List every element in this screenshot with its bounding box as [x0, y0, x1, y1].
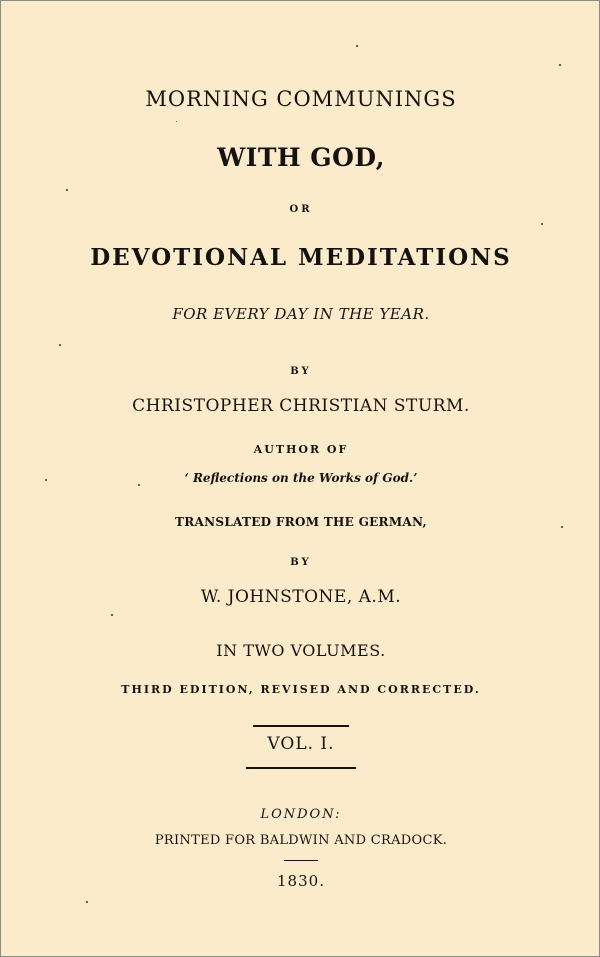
subtitle: FOR EVERY DAY IN THE YEAR. — [172, 305, 430, 323]
paper-speck — [45, 479, 47, 481]
paper-speck — [356, 45, 358, 47]
author-name: CHRISTOPHER CHRISTIAN STURM. — [132, 396, 470, 416]
imprint-year: 1830. — [277, 872, 325, 890]
by-label-translator: BY — [290, 557, 312, 568]
other-work-title: ‘ Reflections on the Works of God.’ — [184, 471, 418, 485]
paper-speck — [66, 189, 68, 191]
paper-speck — [138, 484, 140, 486]
paper-speck — [561, 526, 563, 528]
translation-note: TRANSLATED FROM THE GERMAN, — [174, 515, 428, 529]
imprint-city: LONDON: — [260, 807, 342, 822]
paper-speck — [559, 64, 561, 66]
edition-note: THIRD EDITION, REVISED AND CORRECTED. — [121, 683, 481, 696]
title-line-2: WITH GOD, — [217, 143, 385, 172]
volumes-note: IN TWO VOLUMES. — [216, 641, 386, 660]
paper-speck — [59, 344, 61, 346]
volume-rule-bottom — [246, 767, 356, 769]
title-line-3: DEVOTIONAL MEDITATIONS — [90, 244, 512, 271]
title-conjunction: OR — [289, 204, 313, 215]
volume-rule-top — [253, 725, 349, 727]
translator-name: W. JOHNSTONE, A.M. — [200, 587, 402, 607]
imprint-printer: PRINTED FOR BALDWIN AND CRADOCK. — [154, 833, 448, 848]
title-line-1: MORNING COMMUNINGS — [145, 87, 457, 111]
paper-speck — [176, 121, 177, 122]
paper-speck — [111, 614, 113, 616]
volume-number: VOL. I. — [267, 734, 335, 754]
paper-speck — [86, 901, 88, 903]
by-label: BY — [290, 366, 312, 377]
imprint-rule — [284, 860, 318, 861]
paper-speck — [541, 223, 543, 225]
author-of-label: AUTHOR OF — [253, 443, 349, 456]
